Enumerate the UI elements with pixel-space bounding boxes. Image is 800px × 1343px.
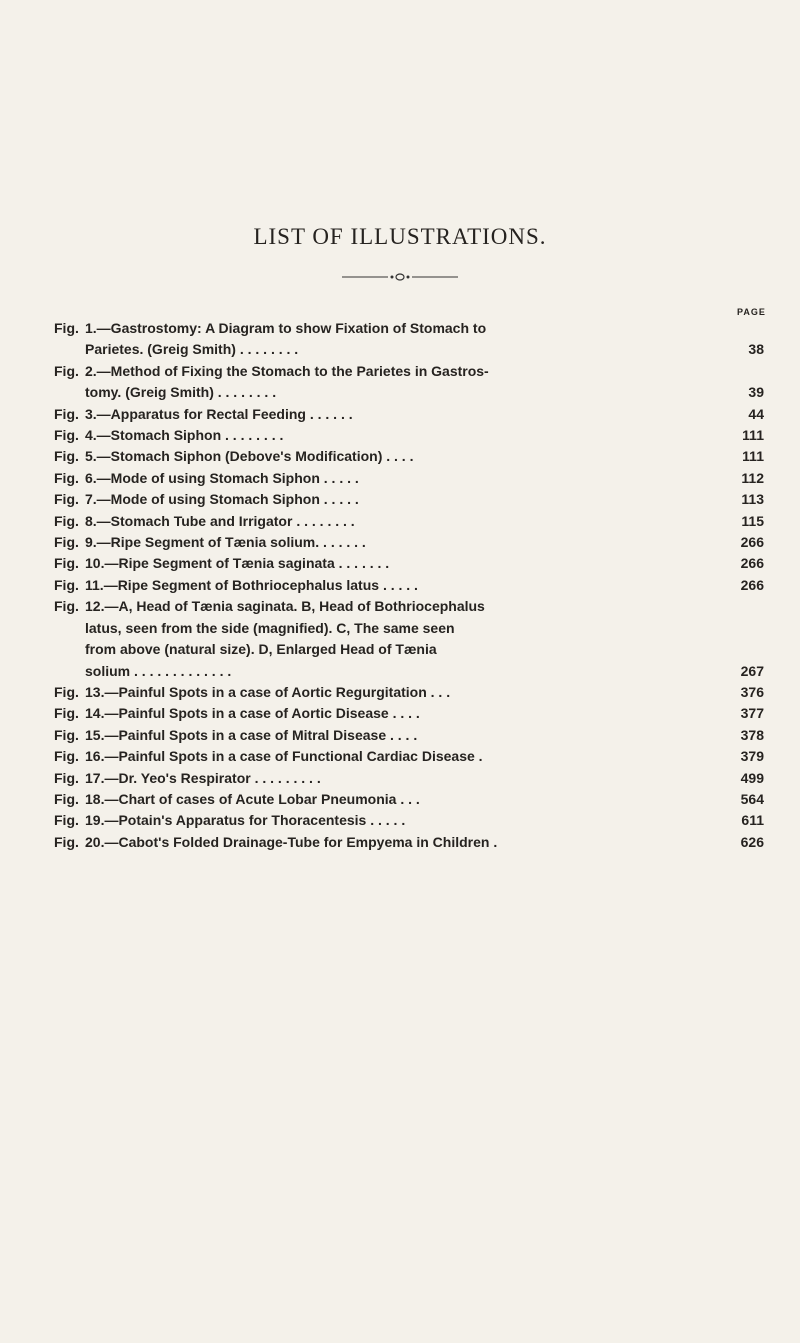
page-number: 611: [741, 812, 764, 829]
fig-caption-line: 19.—Potain's Apparatus for Thoracentesis . . . . .: [85, 812, 406, 829]
fig-label: Fig.: [54, 427, 79, 444]
fig-caption-line: tomy. (Greig Smith) . . . . . . . .: [85, 384, 277, 401]
fig-caption-line: 1.—Gastrostomy: A Diagram to show Fixation of Stomach to: [85, 320, 487, 336]
page-number: 266: [740, 534, 764, 551]
list-item: [54, 768, 764, 789]
fig-caption-line: 15.—Painful Spots in a case of Mitral Disease . . . .: [85, 726, 418, 743]
fig-label: Fig.: [54, 469, 79, 486]
fig-caption-line: 6.—Mode of using Stomach Siphon . . . . .: [85, 469, 359, 486]
fig-caption-line: 5.—Stomach Siphon (Debove's Modification) . . . .: [85, 448, 414, 465]
page-number: 376: [740, 683, 764, 700]
page-number: 113: [741, 491, 764, 508]
fig-caption-line: 7.—Mode of using Stomach Siphon . . . . .: [85, 491, 359, 508]
fig-label: Fig.: [54, 598, 79, 615]
page-number: 499: [740, 769, 764, 786]
page-number: 111: [742, 427, 764, 444]
illustration-list: [54, 318, 764, 853]
fig-caption-line: 11.—Ripe Segment of Bothriocephalus latus . . . . .: [85, 576, 418, 593]
fig-label: Fig.: [54, 683, 79, 700]
fig-label: Fig.: [54, 769, 79, 786]
page-number: 564: [740, 790, 764, 807]
fig-label: Fig.: [54, 555, 79, 572]
fig-caption-line: 20.—Cabot's Folded Drainage-Tube for Empyema in Children .: [85, 833, 498, 850]
fig-caption-line: 16.—Painful Spots in a case of Functional Cardiac Disease .: [85, 748, 483, 765]
fig-label: Fig.: [54, 320, 79, 336]
list-item: [54, 361, 764, 404]
fig-caption-line: 12.—A, Head of Tænia saginata. B, Head of Bothriocephalus: [85, 598, 485, 615]
fig-caption-line: 18.—Chart of cases of Acute Lobar Pneumonia . . .: [85, 790, 420, 807]
page-number: 377: [740, 705, 764, 722]
fig-label: Fig.: [54, 812, 79, 829]
list-item: [54, 746, 764, 767]
page-number: 626: [740, 833, 764, 850]
list-item: [54, 511, 764, 532]
fig-label: Fig.: [54, 491, 79, 508]
page-column-label: PAGE: [737, 307, 766, 317]
list-item: [54, 532, 764, 553]
page-number: 267: [740, 662, 764, 679]
list-item: [54, 553, 764, 574]
fig-caption-line: Parietes. (Greig Smith) . . . . . . . .: [85, 341, 299, 358]
list-item: [54, 425, 764, 446]
page-number: 38: [748, 341, 764, 358]
page-title: LIST OF ILLUSTRATIONS.: [253, 224, 547, 249]
fig-caption-line: solium . . . . . . . . . . . . .: [85, 662, 232, 679]
fig-caption-line: latus, seen from the side (magnified). C, The same seen: [85, 619, 455, 636]
page-number: 266: [740, 576, 764, 593]
list-item: [54, 810, 764, 831]
page-number: 266: [740, 555, 764, 572]
fig-label: Fig.: [54, 512, 79, 529]
list-item: [54, 832, 764, 853]
fig-caption-line: 13.—Painful Spots in a case of Aortic Regurgitation . . .: [85, 683, 451, 700]
fig-caption-line: 17.—Dr. Yeo's Respirator . . . . . . . . .: [85, 769, 321, 786]
list-item: [54, 446, 764, 467]
page-number: 112: [741, 469, 764, 486]
page-number: 39: [748, 384, 764, 401]
page-number: 115: [741, 512, 764, 529]
fig-caption-line: 3.—Apparatus for Rectal Feeding . . . . . .: [85, 405, 353, 422]
list-item: [54, 725, 764, 746]
list-item: [54, 596, 764, 682]
list-item: [54, 404, 764, 425]
page-number: 111: [742, 448, 764, 465]
page-number: 378: [740, 726, 764, 743]
fig-caption-line: 8.—Stomach Tube and Irrigator . . . . . . . .: [85, 512, 355, 529]
list-item: [54, 468, 764, 489]
fig-label: Fig.: [54, 534, 79, 551]
fig-label: Fig.: [54, 448, 79, 465]
list-item: [54, 318, 764, 361]
list-item: [54, 789, 764, 810]
fig-caption-line: from above (natural size). D, Enlarged Head of Tænia: [85, 641, 437, 658]
fig-label: Fig.: [54, 833, 79, 850]
fig-caption-line: 10.—Ripe Segment of Tænia saginata . . . . . . .: [85, 555, 390, 572]
page-number: 379: [740, 748, 764, 765]
fig-label: Fig.: [54, 405, 79, 422]
list-item: [54, 575, 764, 596]
list-item: [54, 703, 764, 724]
fig-caption-line: 4.—Stomach Siphon . . . . . . . .: [85, 427, 284, 444]
page-number: 44: [748, 405, 764, 422]
fig-label: Fig.: [54, 790, 79, 807]
fig-label: Fig.: [54, 705, 79, 722]
fig-label: Fig.: [54, 726, 79, 743]
fig-caption-line: 2.—Method of Fixing the Stomach to the Parietes in Gastros-: [85, 362, 489, 379]
list-item: [54, 682, 764, 703]
fig-caption-line: 9.—Ripe Segment of Tænia solium. . . . . . .: [85, 534, 366, 551]
fig-caption-line: 14.—Painful Spots in a case of Aortic Disease . . . .: [85, 705, 420, 722]
fig-label: Fig.: [54, 362, 79, 379]
fig-label: Fig.: [54, 748, 79, 765]
fig-label: Fig.: [54, 576, 79, 593]
list-item: [54, 489, 764, 510]
ornament-divider: [342, 272, 458, 282]
